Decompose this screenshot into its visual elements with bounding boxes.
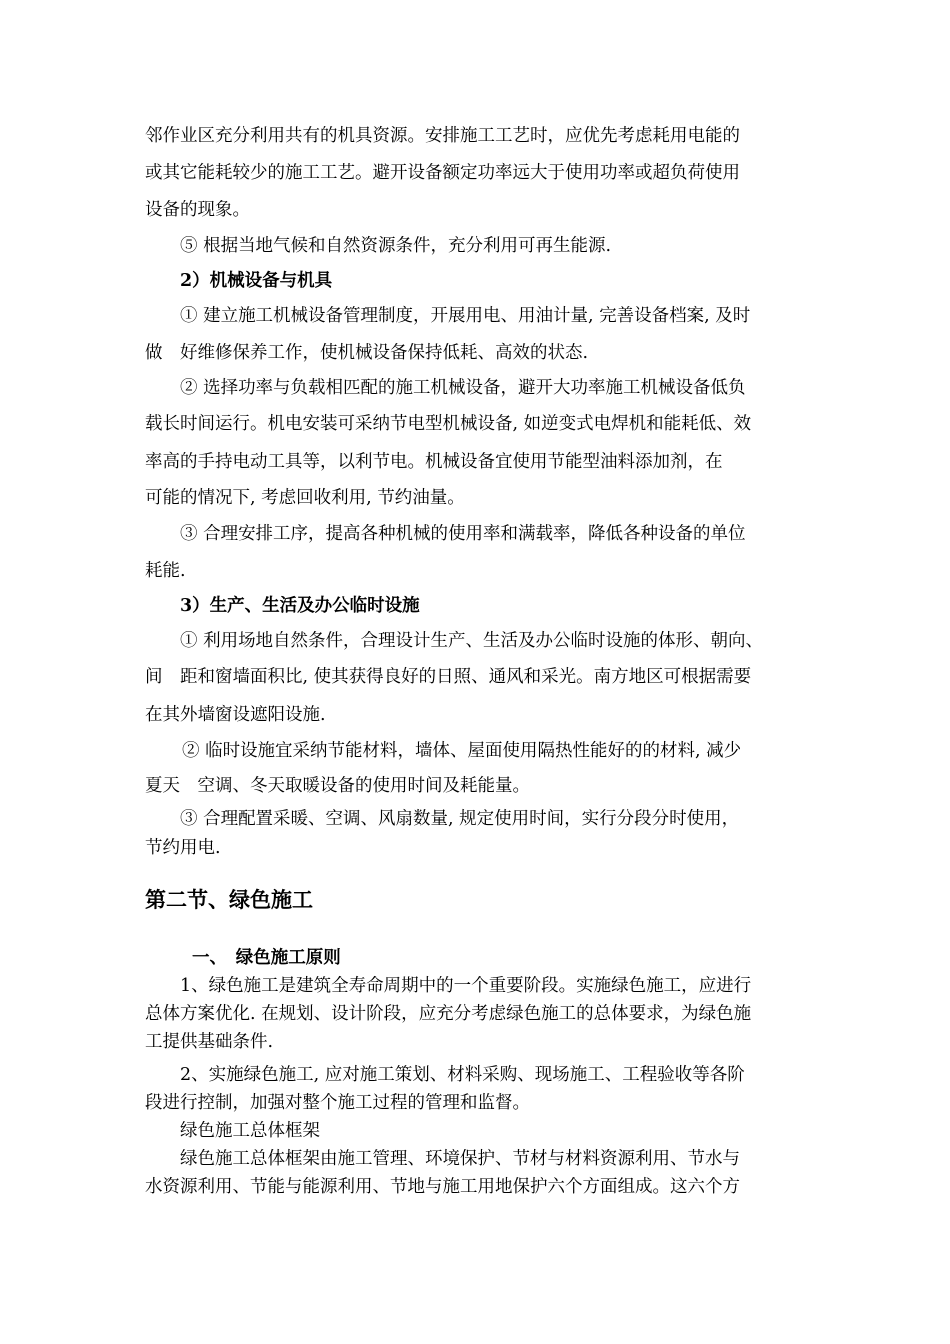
section-heading: 第二节、绿色施工 [145,887,313,912]
body-text-line: 在其外墙窗设遮阳设施. [145,705,326,725]
body-text-line: 工提供基础条件. [145,1032,274,1052]
body-text-line: 总体方案优化. 在规划、设计阶段，应充分考虑绿色施工的总体要求，为绿色施 [145,1004,752,1024]
body-text-line: 载长时间运行。机电安装可采纳节电型机械设备, 如逆变式电焊机和能耗低、效 [145,414,752,434]
principle-heading: 一、 绿色施工原则 [192,948,341,968]
body-text-line: 节约用电. [145,838,221,858]
paragraph-start: 绿色施工总体框架由施工管理、环境保护、节材与材料资源利用、节水与 [180,1149,740,1169]
body-text-line: 邻作业区充分利用共有的机具资源。安排施工工艺时，应优先考虑耗用电能的 [145,126,740,146]
list-item-text: ① 建立施工机械设备管理制度，开展用电、用油计量, 完善设备档案, 及时 [180,306,751,326]
body-text-line: 段进行控制，加强对整个施工过程的管理和监督。 [145,1093,530,1113]
body-text-line: 设备的现象。 [145,200,250,220]
subsection-heading: 2）机械设备与机具 [180,271,333,291]
body-text-line: 耗能. [145,561,186,581]
list-item-text: ② 临时设施宜采纳节能材料，墙体、屋面使用隔热性能好的的材料, 减少 [182,741,742,761]
body-text-line: 水资源利用、节能与能源利用、节地与施工用地保护六个方面组成。这六个方 [145,1177,740,1197]
paragraph-start: 1、绿色施工是建筑全寿命周期中的一个重要阶段。实施绿色施工，应进行 [180,976,752,996]
list-item-text: ③ 合理安排工序，提高各种机械的使用率和满载率，降低各种设备的单位 [180,524,746,544]
list-item-text: ① 利用场地自然条件，合理设计生产、生活及办公临时设施的体形、朝向、 [180,631,764,651]
paragraph-start: 2、实施绿色施工, 应对施工策划、材料采购、现场施工、工程验收等各阶 [180,1065,745,1085]
body-text-line: 或其它能耗较少的施工工艺。避开设备额定功率远大于使用功率或超负荷使用 [145,163,740,183]
list-item-text: ③ 合理配置采暖、空调、风扇数量, 规定使用时间，实行分段分时使用， [180,809,740,829]
subsection-heading: 3）生产、生活及办公临时设施 [180,596,420,616]
list-item-text: ⑤ 根据当地气候和自然资源条件，充分利用可再生能源. [180,236,612,256]
list-item-text: ② 选择功率与负载相匹配的施工机械设备，避开大功率施工机械设备低负 [180,378,746,398]
body-text-line: 可能的情况下, 考虑回收利用, 节约油量。 [145,488,465,508]
framework-label: 绿色施工总体框架 [180,1121,320,1141]
body-text-line: 间 距和窗墙面积比, 使其获得良好的日照、通风和采光。南方地区可根据需要 [145,667,752,687]
body-text-line: 率高的手持电动工具等，以利节电。机械设备宜使用节能型油料添加剂，在 [145,452,723,472]
body-text-line: 夏天 空调、冬天取暖设备的使用时间及耗能量。 [145,776,530,796]
body-text-line: 做 好维修保养工作，使机械设备保持低耗、高效的状态. [145,343,589,363]
